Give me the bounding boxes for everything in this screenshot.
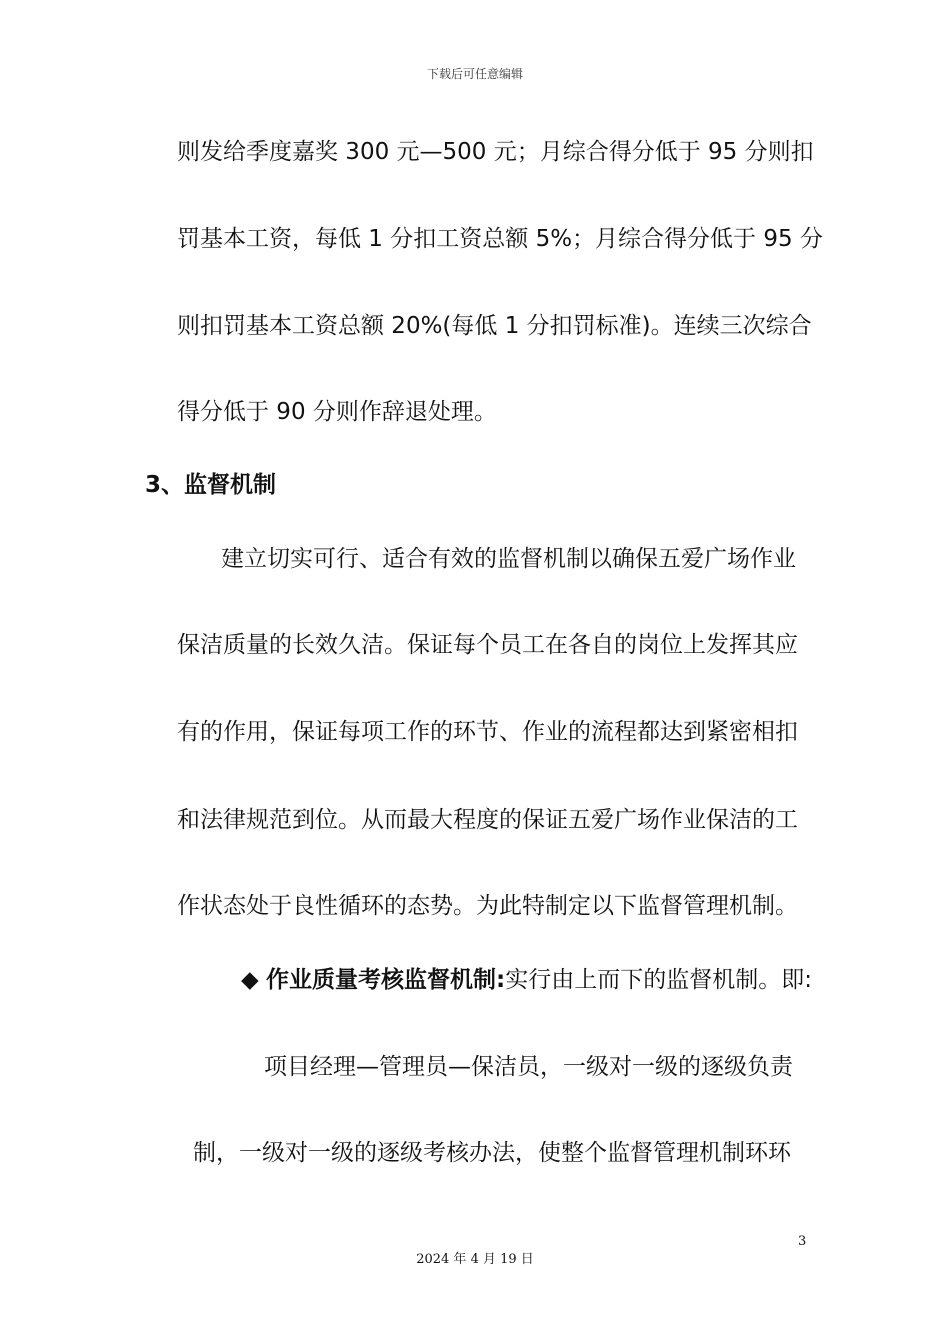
diamond-bullet-icon: ◆ [241, 967, 259, 993]
paragraph-line: 项目经理—管理员—保洁员，一级对一级的逐级负责 [264, 1054, 793, 1080]
paragraph-line: 则扣罚基本工资总额 20%(每低 1 分扣罚标准)。连续三次综合 [177, 313, 812, 339]
page-header: 下载后可任意编辑 [426, 67, 523, 81]
bullet-bold-label: 作业质量考核监督机制: [266, 967, 506, 993]
paragraph-line: 则发给季度嘉奖 300 元—500 元；月综合得分低于 95 分则扣 [177, 139, 814, 165]
paragraph-line: 建立切实可行、适合有效的监督机制以确保五爱广场作业 [221, 546, 796, 572]
footer-date: 2024 年 4 月 19 日 [416, 1252, 534, 1267]
bullet-item [241, 965, 812, 995]
page-number: 3 [798, 1234, 807, 1249]
paragraph-line: 罚基本工资，每低 1 分扣工资总额 5%；月综合得分低于 95 分 [177, 226, 823, 252]
paragraph-line: 有的作用，保证每项工作的环节、作业的流程都达到紧密相扣 [177, 719, 798, 745]
paragraph-line: 得分低于 90 分则作辞退处理。 [177, 399, 497, 425]
bullet-text: 实行由上而下的监督机制。即: [505, 967, 812, 993]
paragraph-line: 保洁质量的长效久洁。保证每个员工在各自的岗位上发挥其应 [177, 632, 798, 658]
paragraph-line: 制，一级对一级的逐级考核办法，使整个监督管理机制环环 [193, 1140, 791, 1166]
paragraph-line: 作状态处于良性循环的态势。为此特制定以下监督管理机制。 [177, 893, 798, 919]
paragraph-line: 和法律规范到位。从而最大程度的保证五爱广场作业保洁的工 [177, 807, 798, 833]
section-heading: 3、监督机制 [145, 472, 277, 498]
